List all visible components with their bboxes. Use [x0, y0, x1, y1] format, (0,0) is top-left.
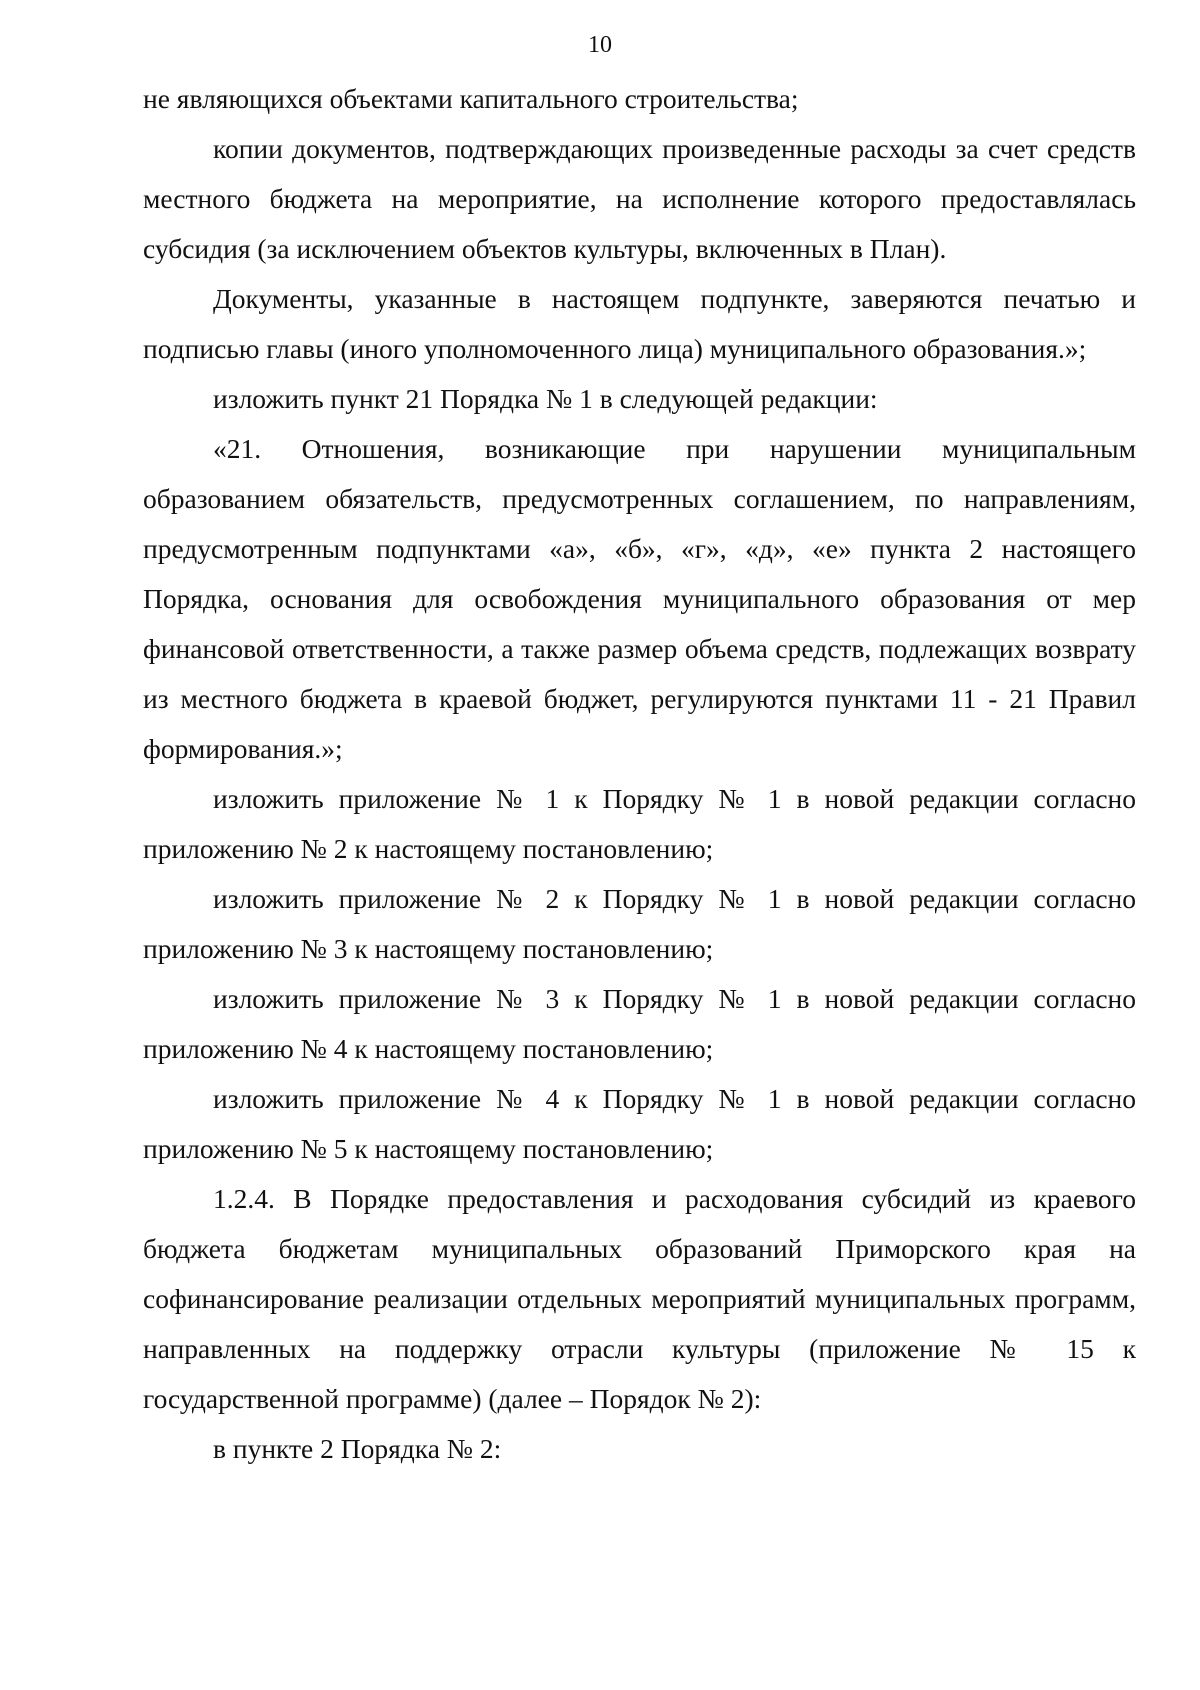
page-number: 10 — [588, 32, 612, 58]
paragraph-point-2-order-2: в пункте 2 Порядка № 2: — [213, 1433, 502, 1464]
paragraph-amend-point-21: изложить пункт 21 Порядка № 1 в следующей редакции: — [213, 383, 878, 414]
paragraph-certification: Документы, указанные в настоящем подпункте, заверяются печатью и подписью главы (иного уполномоченного лица) муниципального образования.»; — [143, 283, 1136, 364]
paragraph-continuation: не являющихся объектами капитального строительства; — [143, 83, 799, 114]
paragraph-expense-documents: копии документов, подтверждающих произведенные расходы за счет средств местного бюджета на мероприятие, на исполнение которого предоставлялась субсидия (за исключением объектов культуры, включенных в План). — [143, 133, 1136, 264]
paragraph-section-1-2-4: 1.2.4. В Порядке предоставления и расходования субсидий из краевого бюджета бюджетам муниципальных образований Приморского края на софинансирование реализации отдельных мероприятий муниципальных программ, направленных на поддержку отрасли культуры (приложение № 15 к государственной программе) (далее – Порядок № 2): — [143, 1183, 1136, 1414]
paragraph-appendix-4: изложить приложение № 4 к Порядку № 1 в новой редакции согласно приложению № 5 к настоящему постановлению; — [143, 1083, 1136, 1164]
paragraph-appendix-1: изложить приложение № 1 к Порядку № 1 в новой редакции согласно приложению № 2 к настоящему постановлению; — [143, 783, 1136, 864]
document-body — [143, 74, 1136, 1474]
paragraph-appendix-3: изложить приложение № 3 к Порядку № 1 в новой редакции согласно приложению № 4 к настоящему постановлению; — [143, 983, 1136, 1064]
paragraph-appendix-2: изложить приложение № 2 к Порядку № 1 в новой редакции согласно приложению № 3 к настоящему постановлению; — [143, 883, 1136, 964]
paragraph-point-21-text: «21. Отношения, возникающие при нарушении муниципальным образованием обязательств, предусмотренных соглашением, по направлениям, предусмотренным подпунктами «а», «б», «г», «д», «е» пункта 2 настоящего Порядка, основания для освобождения муниципального образования от мер финансовой ответственности, а также размер объема средств, подлежащих возврату из местного бюджета в краевой бюджет, регулируются пунктами 11 - 21 Правил формирования.»; — [143, 433, 1136, 764]
